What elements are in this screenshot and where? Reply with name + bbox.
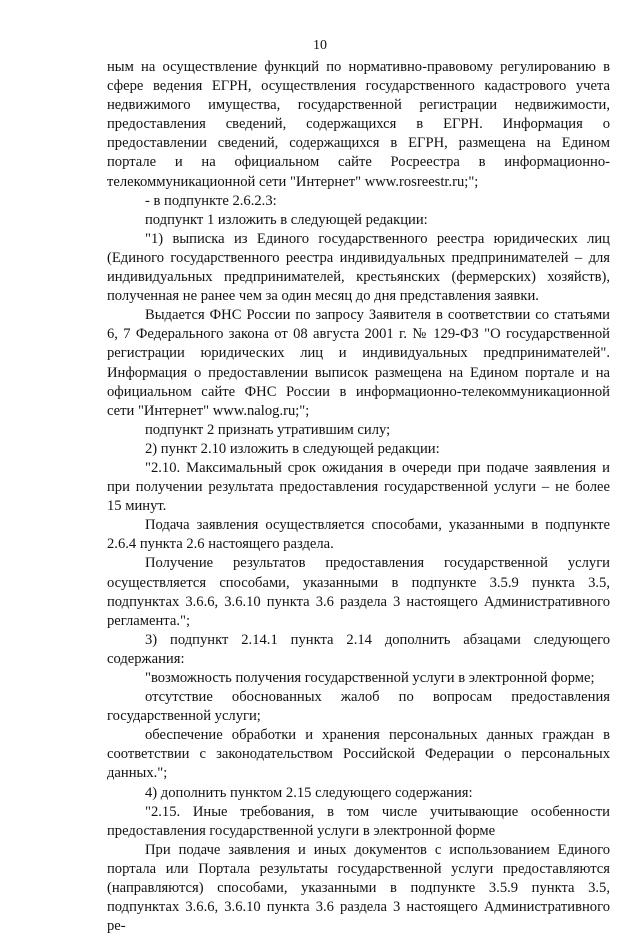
paragraph: 2) пункт 2.10 изложить в следующей редакции: xyxy=(145,440,440,457)
paragraph: подпункт 2 признать утратившим силу; xyxy=(145,421,391,438)
paragraph: "1) выписка из Единого государственного реестра юридических лиц (Единого государственного реестра индивидуальных предпринимателей – для индивидуальных предпринимателей, крестьянских (фермерских) хозяйств), полученная не ранее чем за один месяц до дня представления заявки. xyxy=(107,230,610,305)
paragraph: подпункт 1 изложить в следующей редакции: xyxy=(145,211,428,228)
paragraph: 4) дополнить пунктом 2.15 следующего содержания: xyxy=(145,784,473,801)
paragraph: "2.10. Максимальный срок ожидания в очереди при подаче заявления и при получении результата предоставления государственной услуги – не более 15 минут. xyxy=(107,459,610,515)
paragraph: Подача заявления осуществляется способами, указанными в подпункте 2.6.4 пункта 2.6 настоящего раздела. xyxy=(107,517,610,553)
paragraph: 3) подпункт 2.14.1 пункта 2.14 дополнить абзацами следующего содержания: xyxy=(107,631,610,667)
page-number: 10 xyxy=(313,38,327,53)
paragraph: "2.15. Иные требования, в том числе учитывающие особенности предоставления государственной услуги в электронной форме xyxy=(107,803,610,839)
paragraph: - в подпункте 2.6.2.3: xyxy=(145,192,277,209)
paragraph: обеспечение обработки и хранения персональных данных граждан в соответствии с законодательством Российской Федерации о персональных данных."; xyxy=(107,727,610,782)
paragraph: При подаче заявления и иных документов с использованием Единого портала или Портала результаты государственной услуги предоставляются (направляются) способами, указанными в подпункте 3.5.9 пункта 3.5, подпунктах 3.6.6, 3.6.10 пункта 3.6 раздела 3 настоящего Административного ре- xyxy=(107,841,610,935)
document-body xyxy=(107,58,610,936)
paragraph: отсутствие обоснованных жалоб по вопросам предоставления государственной услуги; xyxy=(107,689,610,725)
paragraph: "возможность получения государственной услуги в электронной форме; xyxy=(145,670,595,686)
paragraph: Выдается ФНС России по запросу Заявителя в соответствии со статьями 6, 7 Федерального закона от 08 августа 2001 г. № 129-ФЗ "О государственной регистрации юридических лиц и индивидуальных предпринимателей". Информация о предоставлении выписок размещена на Едином портале и на официальном сайте ФНС России в информационно-телекоммуникационной сети "Интернет" www.nalog.ru;"; xyxy=(107,307,610,419)
paragraph: ным на осуществление функций по нормативно-правовому регулированию в сфере ведения ЕГРН, осуществления государственного кадастрового учета недвижимого имущества, государственной регистрации недвижимости, предоставления сведений, содержащихся в ЕГРН. Информация о предоставлении сведений, содержащихся в ЕГРН, размещена на Едином портале и на официальном сайте Росреестра в информационно-телекоммуникационной сети "Интернет" www.rosreestr.ru;"; xyxy=(107,59,610,190)
paragraph: Получение результатов предоставления государственной услуги осуществляется способами, указанными в подпункте 3.5.9 пункта 3.5, подпунктах 3.6.6, 3.6.10 пункта 3.6 раздела 3 настоящего Административного регламента."; xyxy=(107,555,610,629)
